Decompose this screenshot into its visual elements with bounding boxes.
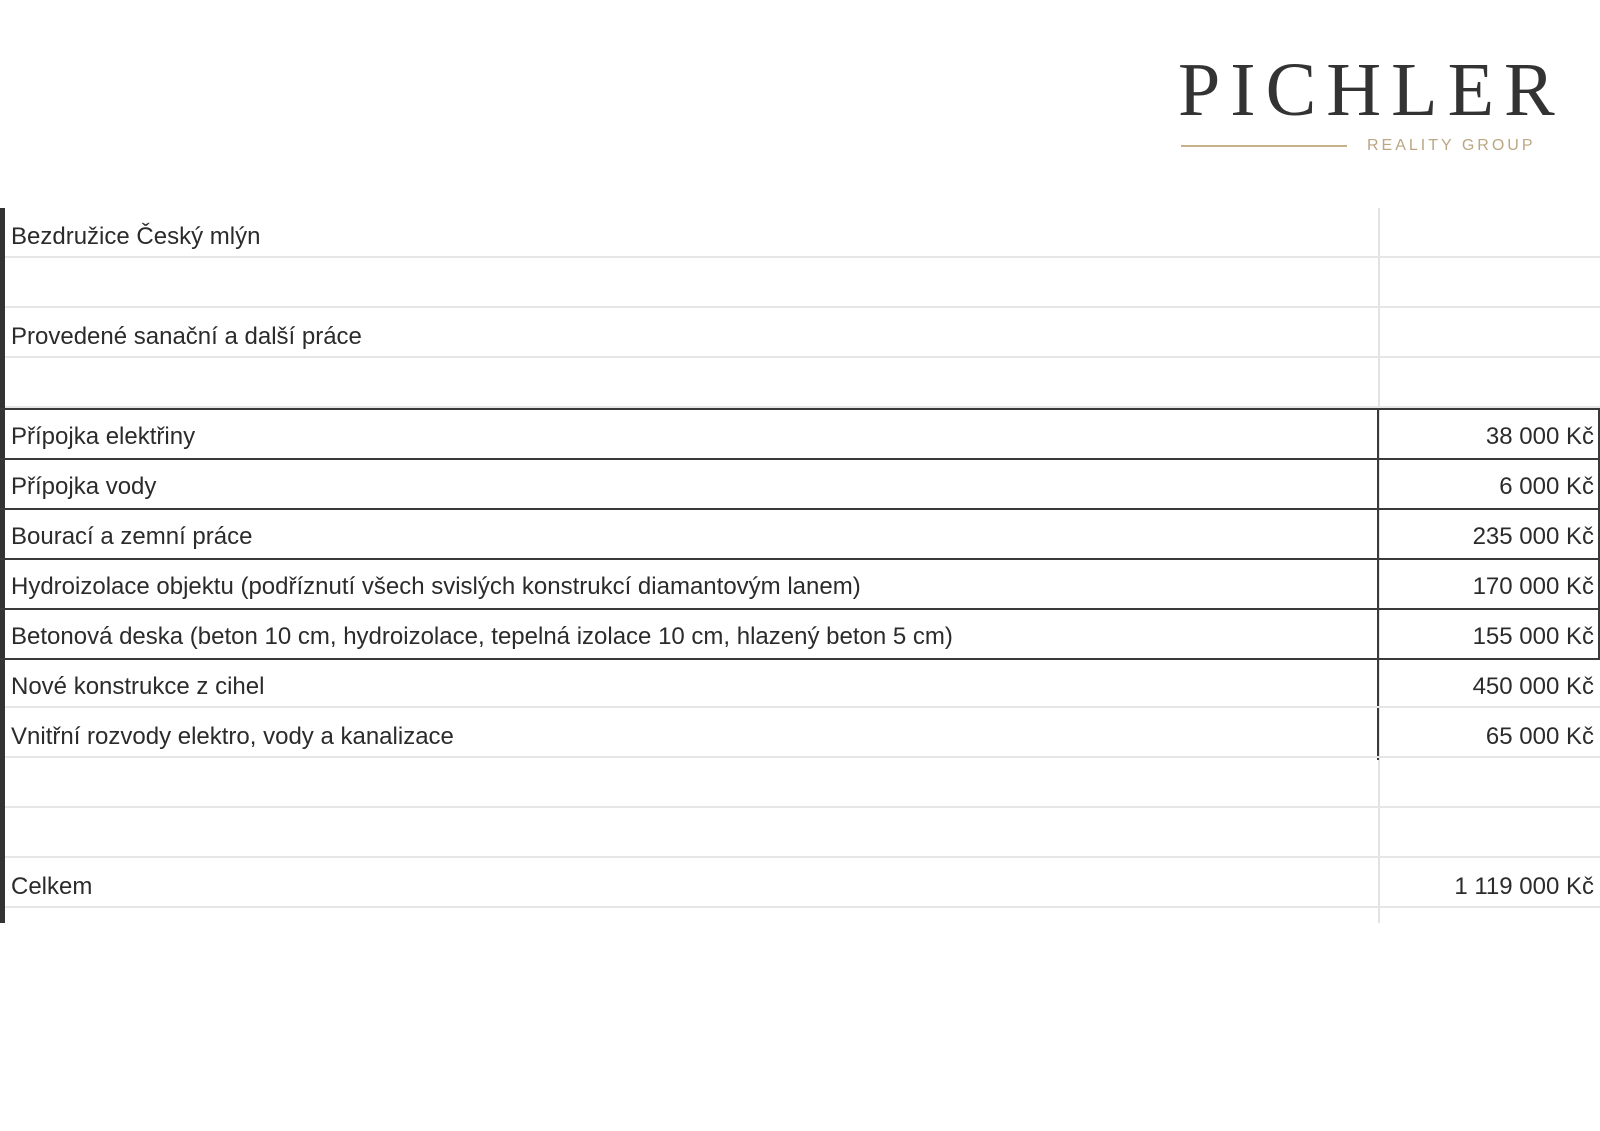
row-value: 450 000 Kč bbox=[1472, 673, 1594, 700]
row-label: Hydroizolace objektu (podříznutí všech svislých konstrukcí diamantovým lanem) bbox=[11, 573, 861, 600]
row-value: 38 000 Kč bbox=[1485, 423, 1594, 450]
table-row bbox=[5, 658, 1600, 708]
table-row bbox=[5, 708, 1600, 758]
section-heading: Provedené sanační a další práce bbox=[11, 323, 362, 350]
logo-divider bbox=[1181, 145, 1347, 147]
table-row bbox=[5, 808, 1600, 858]
cost-table bbox=[0, 208, 1600, 923]
logo-subtitle: REALITY GROUP bbox=[1367, 137, 1536, 154]
row-label: Vnitřní rozvody elektro, vody a kanalizace bbox=[11, 723, 454, 750]
table-row bbox=[5, 458, 1600, 508]
company-logo bbox=[1178, 48, 1565, 162]
project-title: Bezdružice Český mlýn bbox=[11, 223, 261, 250]
table-row bbox=[5, 558, 1600, 608]
table-row bbox=[5, 758, 1600, 808]
table-row bbox=[5, 258, 1600, 308]
row-label: Přípojka vody bbox=[11, 473, 157, 500]
row-label: Bourací a zemní práce bbox=[11, 523, 253, 550]
logo-wordmark: PICHLER bbox=[1178, 48, 1565, 132]
row-value: 155 000 Kč bbox=[1472, 623, 1594, 650]
table-row bbox=[5, 508, 1600, 558]
row-value: 65 000 Kč bbox=[1485, 723, 1594, 750]
table-row bbox=[5, 358, 1600, 408]
row-value: 235 000 Kč bbox=[1472, 523, 1594, 550]
table-row bbox=[5, 208, 1600, 258]
table-row bbox=[5, 308, 1600, 358]
total-label: Celkem bbox=[11, 873, 93, 900]
row-value: 6 000 Kč bbox=[1499, 473, 1594, 500]
total-value: 1 119 000 Kč bbox=[1454, 873, 1594, 900]
row-value: 170 000 Kč bbox=[1472, 573, 1594, 600]
table-row bbox=[5, 408, 1600, 458]
row-label: Betonová deska (beton 10 cm, hydroizolace, tepelná izolace 10 cm, hlazený beton 5 cm) bbox=[11, 623, 953, 650]
table-row bbox=[5, 608, 1600, 658]
table-row-total bbox=[5, 858, 1600, 908]
row-label: Nové konstrukce z cihel bbox=[11, 673, 265, 700]
row-label: Přípojka elektřiny bbox=[11, 423, 196, 450]
